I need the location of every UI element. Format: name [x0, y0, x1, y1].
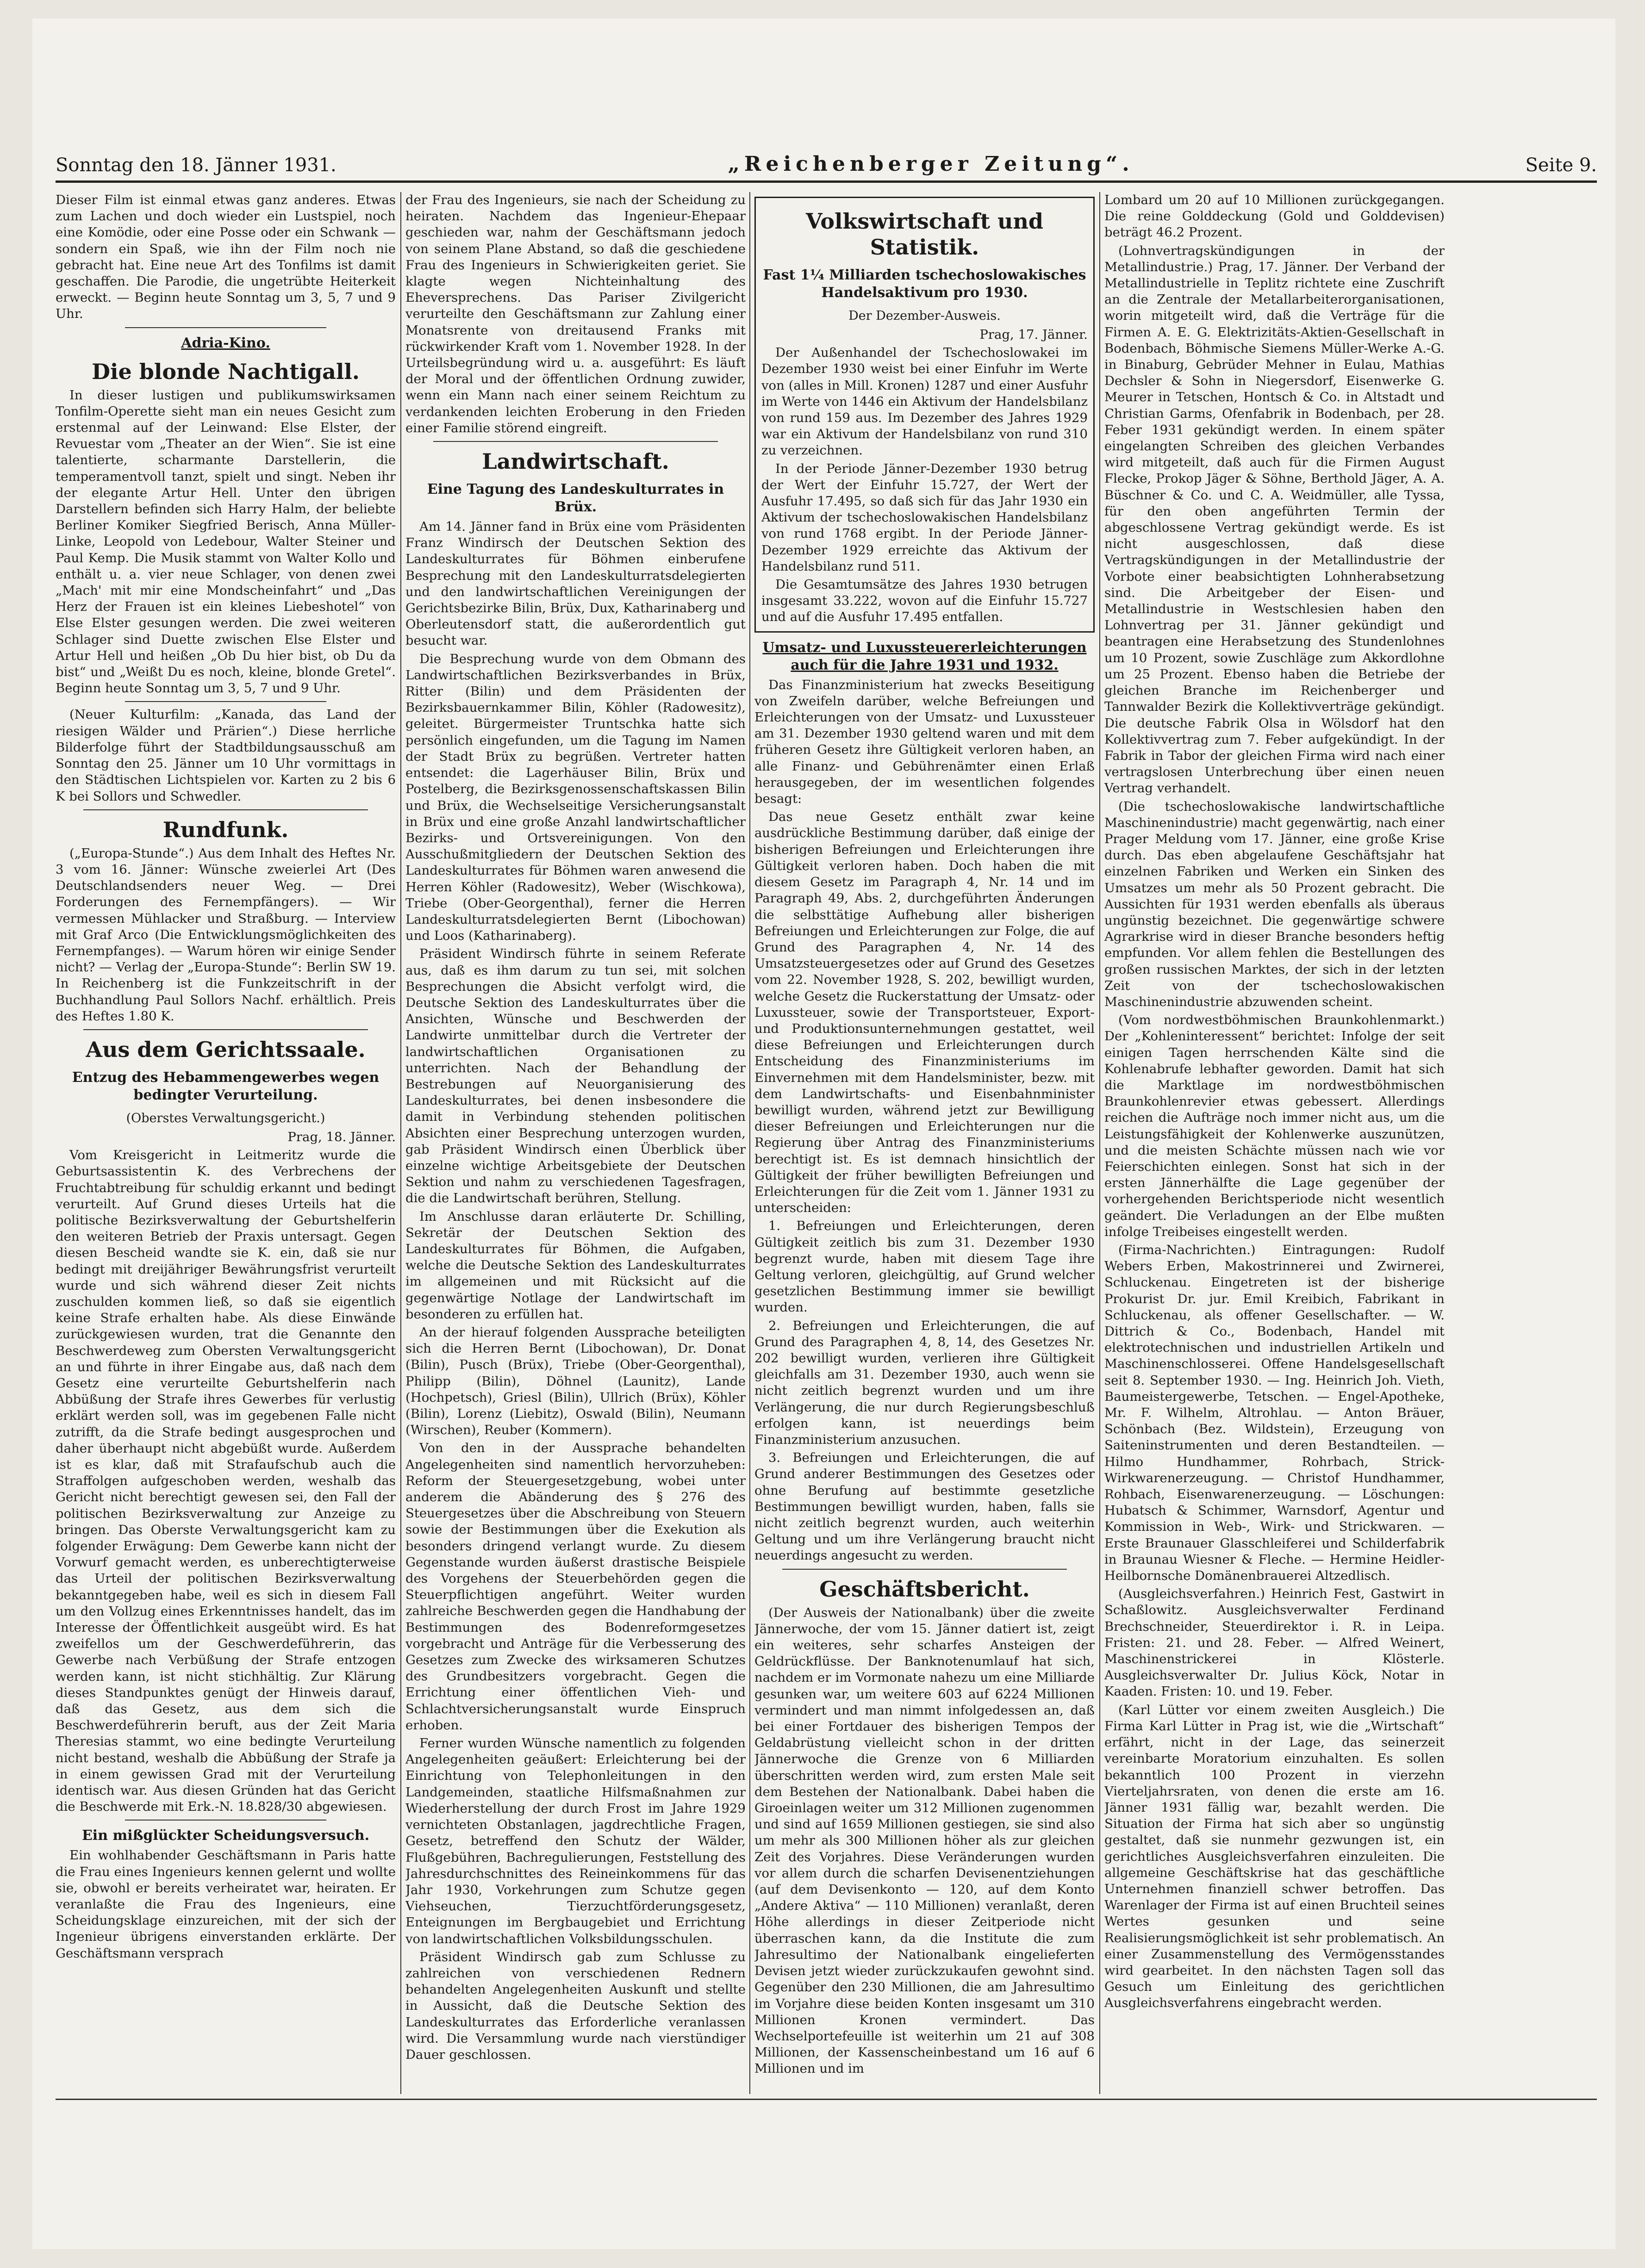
article-paragraph: (Karl Lütter vor einem zweiten Ausgleich.) Die Firma Karl Lütter in Prag ist, wie die „Wirtschaft“ erfährt, nicht in der Lage, das seinerzeit vereinbarte Moratorium einzuhalten. Es sollen bekanntlich 100 Prozent in vierzehn Vierteljahrsraten, von denen die erste am 16. Jänner 1931 fällig war, bezahlt werden. Die Situation der Firma hat sich aber so ungünstig gestaltet, daß sie nunmehr gezwungen ist, ein gerichtliches Ausgleichsverfahren einzuleiten. Die allgemeine Geschäftskrise hat das geschäftliche Unternehmen finanziell schwer betroffen. Das Warenlager der Firma ist auf einen Bruchteil seines Wertes gesunken und seine Realisierungsmöglichkeit ist sehr problematisch. An einer Zusammenstellung des Vermögensstandes wird gearbeitet. In den nächsten Tagen soll das Gesuch um Einleitung des gerichtlichen Ausgleichsverfahrens eingebracht werden. — [1104, 1702, 1445, 2011]
newspaper-page — [32, 19, 1615, 2249]
article-paragraph: Ein wohlhabender Geschäftsmann in Paris hatte die Frau eines Ingenieurs kennen gelernt und wollte sie, obwohl er bereits verheiratet war, heiraten. Er veranlaßte die Frau des Ingenieurs, eine Scheidungsklage einzureichen, mit der sich der Ingenieur übrigens einverstanden erklärte. Der Geschäftsmann versprach — [56, 1848, 396, 1961]
article-paragraph: Der Außenhandel der Tschechoslowakei im Dezember 1930 weist bei einer Einfuhr im Werte von (alles in Mill. Kronen) 1287 und einer Ausfuhr im Werte von 1446 ein Aktivum der Handelsbilanz von rund 159 aus. Im Dezember des Jahres 1929 war ein Aktivum der Handelsbilanz von rund 310 zu verzeichnen. — [761, 345, 1088, 458]
section-title-landwirtschaft: Landwirtschaft. — [482, 449, 669, 474]
article-paragraph: („Europa-Stunde“.) Aus dem Inhalt des Heftes Nr. 3 vom 16. Jänner: Wünsche zweierlei Art (Des Deutschlandsenders neuer Weg. — Drei Forderungen des Fernempfängers). — Wir vermessen Mühlacker und Straßburg. — Interview mit Graf Arco (Die Entwicklungsmöglichkeiten des Fernempfanges). — Warum hören wir einige Sender nicht? — Verlag der „Europa-Stunde“: Berlin SW 19. In Reichenberg ist die Funkzeitschrift in der Buchhandlung Paul Sollors Nachf. erhältlich. Preis des Heftes 1.80 K. — [56, 845, 396, 1024]
article-paragraph: (Ausgleichsverfahren.) Heinrich Fest, Gastwirt in Schaßlowitz. Ausgleichsverwalter Ferdinand Brechschneider, Steuerdirektor i. R. in Leipa. Fristen: 21. und 28. Feber. — Alfred Weinert, Maschinenstrickerei in Klösterle. Ausgleichsverwalter Dr. Julius Köck, Notar in Kaaden. Fristen: 10. und 19. Feber. — [1104, 1586, 1445, 1699]
section-title-volkswirtschaft: Volkswirtschaft und Statistik. — [805, 209, 1044, 260]
column-2 — [405, 192, 746, 2094]
article-paragraph: (Vom nordwestböhmischen Braunkohlenmarkt.) Der „Kohleninteressent“ berichtet: Infolge der seit einigen Tagen herrschenden Kälte sind die Kohlenabrufe lebhafter geworden. Damit hat sich die Marktlage im nordwestböhmischen Braunkohlenrevier etwas gebessert. Allerdings reichen die Aufträge noch immer nicht aus, um die Leistungsfähigkeit der Kohlenwerke auszunützen, und die meisten Schächte müssen nach wie vor Feierschichten einlegen. Sonst hat sich in der ersten Jännerhälfte die Lage gegenüber der vorhergehenden Berichtsperiode nicht wesentlich geändert. Die Verladungen an der Elbe mußten infolge Treibeises eingestellt werden. — [1104, 1013, 1445, 1239]
article-paragraph: Präsident Windirsch gab zum Schlusse zu zahlreichen von verschiedenen Rednern behandelten Angelegenheiten Auskunft und stellte in Aussicht, daß die Deutsche Sektion des Landeskulturrates das Erforderliche veranlassen wird. Die Versammlung wurde nach vierstündiger Dauer geschlossen. — [405, 1949, 746, 2062]
separator — [782, 1569, 1067, 1570]
article-paragraph: Das neue Gesetz enthält zwar keine ausdrückliche Bestimmung darüber, daß einige der bisherigen Befreiungen und Erleichterungen ihre Gültigkeit verloren haben. Doch haben die mit diesem Gesetz im Paragraph 4, Nr. 14 und im Paragraph 49, Abs. 2, durchgeführten Änderungen die selbsttätige Aufhebung aller bisherigen Befreiungen und Erleichterungen zur Folge, die auf Grund des Paragraphen 4, Nr. 14 des Umsatzsteuergesetzes oder auf Grund des Gesetzes vom 22. November 1928, S. 202, bewilligt wurden, welche Gesetz die Ruckerstattung der Umsatz- oder Luxussteuer, sowie der Transportsteuer, Export- und Produktionsunternehmungen gestattet, weil diese Befreiungen und Erleichterungen durch Entscheidung des Finanzministeriums im Einvernehmen mit dem Handelsminister, bezw. mit dem Landwirtschafts- und Eisenbahnminister bewilligt wurden, während jetzt zur Bewilligung dieser Befreiungen und Erleichterungen nur die Regierung über Antrag des Finanzministeriums berechtigt ist. Es ist demnach hinsichtlich der Gültigkeit der früher bewilligten Befreiungen und Erleichterungen für die Zeit vom 1. Jänner 1931 zu unterscheiden: — [754, 809, 1095, 1216]
separator — [83, 1029, 368, 1030]
article-paragraph: (Der Ausweis der Nationalbank) über die zweite Jännerwoche, der vom 15. Jänner datiert ist, zeigt ein weiteres, sehr scharfes Ansteigen der Geldrückflüsse. Der Banknotenumlauf hat sich, nachdem er im Vormonate nahezu um eine Milliarde gesunken war, um weitere 603 auf 6224 Millionen vermindert und man nimmt infolgedessen an, daß bei einer Fortdauer des bisherigen Tempos der Geldabrüstung vielleicht schon in der dritten Jännerwoche die Grenze von 6 Milliarden überschritten werden wird, zum ersten Male seit dem Bestehen der Nationalbank. Dabei haben die Giroeinlagen weiter um 312 Millionen zugenommen und sind auf 1659 Millionen gestiegen, sie sind also um mehr als 300 Millionen höher als zur gleichen Zeit des Vorjahres. Diese Veränderungen wurden vor allem durch die scharfen Devisenentziehungen (auf dem Devisenkonto — 120, auf dem Konto „Andere Aktiva“ — 110 Millionen) veranlaßt, deren Höhe allerdings in dieser Zeitperiode nicht überraschen kann, da die Institute die zum Jahresultimo der Nationalbank eingelieferten Devisen jetzt wieder zurückzukaufen gewohnt sind. Gegenüber den 230 Millionen, die am Jahresultimo im Vorjahre diese beiden Konten insgesamt um 310 Millionen Kronen vermindert. Das Wechselportefeuille ist weiterhin um 21 auf 308 Millionen, der Kassenscheinbestand um 16 auf 6 Millionen und im — [754, 1605, 1095, 2076]
article-paragraph: In dieser lustigen und publikumswirksamen Tonfilm-Operette sieht man ein neues Gesicht zum erstenmal auf der Leinwand: Else Elster, der Revuestar vom „Theater an der Wien“. Sie ist eine talentierte, scharmante Darstellerin, die temperamentvoll tanzt, spielt und singt. Neben ihr der elegante Artur Hell. Unter den übrigen Darstellern befinden sich Harry Halm, der beliebte Berliner Komiker Siegfried Berisch, Anna Müller-Linke, Leopold von Ledebour, Walter Steiner und Paul Kemp. Die Musik stammt von Walter Kollo und enthält u. a. vier neue Schlager, von denen zwei „Mach' mit mir eine Mondscheinfahrt“ und „Das Herz der Frauen ist ein kleines Liebeshotel“ von Else Elster gesungen werden. Die zwei weiteren Schlager sind Duette zwischen Else Elster und Artur Hell und heißen „Ob Du hier bist, ob Du da bist“ und „Weißt Du es noch, kleine, blonde Gretel“. Beginn heute Sonntag um 3, 5, 7 und 9 Uhr. — [56, 387, 396, 696]
column-3 — [754, 192, 1095, 2094]
article-paragraph: Die Gesamtumsätze des Jahres 1930 betrugen insgesamt 33.222, wovon auf die Einfuhr 15.727 und auf die Ausfuhr 17.495 entfallen. — [761, 577, 1088, 625]
column-divider — [400, 192, 401, 2094]
article-title-scheidung: Ein mißglückter Scheidungsversuch. — [81, 1827, 370, 1844]
article-paragraph: An der hierauf folgenden Aussprache beteiligten sich die Herren Bernt (Libochowan), Dr. Donat (Bilin), Pusch (Brüx), Triebe (Ober-Georgenthal), Philipp (Bilin), Döhnel (Launitz), Lande (Hochpetsch), Griesl (Bilin), Ullrich (Brüx), Köhler (Bilin), Lorenz (Liebitz), Oswald (Bilin), Neumann (Wirschen), Reuber (Kommern). — [405, 1325, 746, 1438]
header-newspaper-title: „Reichenberger Zeitung“. — [728, 152, 1134, 176]
column-4 — [1104, 192, 1445, 2094]
header-page-number: Seite 9. — [1525, 155, 1597, 176]
separator — [83, 809, 368, 810]
bottom-rule — [56, 2099, 1597, 2100]
separator — [125, 327, 326, 328]
separator — [125, 701, 326, 702]
article-title-umsatzsteuer: Umsatz- und Luxussteuererleichterungen auch für die Jahre 1931 und 1932. — [762, 639, 1087, 673]
article-paragraph: Das Finanzministerium hat zwecks Beseitigung von Zweifeln darüber, welche Befreiungen und Erleichterungen von der Umsatz- und Luxussteuer am 31. Dezember 1930 geltend waren und mit dem früheren Gesetz ihre Gültigkeit verloren haben, an alle Finanz- und Gebührenämter einen Erlaß herausgegeben, der im wesentlichen folgendes besagt: — [754, 677, 1095, 807]
section-title-gericht: Aus dem Gerichtssaale. — [86, 1037, 366, 1062]
separator — [125, 1820, 326, 1821]
article-paragraph: (Firma-Nachrichten.) Eintragungen: Rudolf Webers Erben, Makostrinnerei und Zwirnerei, Schluckenau. Eingetreten ist der bisherige Prokurist Dr. jur. Emil Kreibich, Fabrikant in Schluckenau, als offener Gesellschafter. — W. Dittrich & Co., Bodenbach, Handel mit elektrotechnischen und industriellen Artikeln und Maschinenschlosserei. Offene Handelsgesellschaft seit 8. September 1930. — Ing. Heinrich Joh. Vieth, Baumeistergewerbe, Tetschen. — Engel-Apotheke, Mr. F. Wilhelm, Altrohlau. — Anton Bräuer, Schönbach (Bez. Wildstein), Erzeugung von Saiteninstrumenten und deren Bestandteilen. — Hilmo Hundhammer, Rohrbach, Strick- Wirkwarenerzeugung. — Christof Hundhammer, Rohbach, Eisenwarenerzeugung. — Löschungen: Hubatsch & Schimmer, Warnsdorf, Agentur und Kommission in Web-, Wirk- und Strickwaren. — Erste Braunauer Glasschleiferei und Schilderfabrik in Braunau Wiesner & Fleche. — Hermine Heidler-Heilbornsche Domänenbrauerei Altzedlisch. — [1104, 1243, 1445, 1584]
article-paragraph: Lombard um 20 auf 10 Millionen zurückgegangen. Die reine Golddeckung (Gold und Golddevisen) beträgt 46.2 Prozent. — [1104, 193, 1445, 240]
page-header — [56, 143, 1597, 176]
dateline: Prag, 18. Jänner. — [287, 1129, 396, 1144]
article-paragraph: 1. Befreiungen und Erleichterungen, deren Gültigkeit zeitlich bis zum 31. Dezember 1930 begrenzt wurde, haben mit diesem Tage ihre Geltung verloren, gleichgültig, auf Grund welcher gesetzlichen Bestimmung immer sie bewilligt wurden. — [754, 1218, 1095, 1315]
section-label-adria: Adria-Kino. — [181, 335, 270, 351]
article-paragraph: 2. Befreiungen und Erleichterungen, die auf Grund des Paragraphen 4, 8, 14, des Gesetzes Nr. 202 bewilligt wurden, verlieren ihre Gültigkeit gleichfalls am 31. Dezember 1930, auch wenn sie nicht zeitlich begrenzt wurden und um ihre Verlängerung, die nur durch Regierungsbeschluß erfolgen kann, ist neuerdings beim Finanzministerium anzusuchen. — [754, 1318, 1095, 1447]
column-divider — [749, 192, 750, 2094]
separator — [433, 441, 718, 442]
article-paragraph: In der Periode Jänner-Dezember 1930 betrug der Wert der Einfuhr 15.727, der Wert der Ausfuhr 17.495, so daß sich für das Jahr 1930 ein Aktivum der tschechoslowakischen Handelsbilanz von rund 1768 ergibt. In der Periode Jänner-Dezember 1929 erreichte das Aktivum der Handelsbilanz rund 511. — [761, 461, 1088, 574]
column-divider — [1099, 192, 1100, 2094]
article-title-adria: Die blonde Nachtigall. — [92, 359, 360, 384]
dateline: Prag, 17. Jänner. — [979, 327, 1088, 342]
article-paragraph: Am 14. Jänner fand in Brüx eine vom Präsidenten Franz Windirsch der Deutschen Sektion des Landeskulturrates für Böhmen einberufene Besprechung mit den Landeskulturratsdelegierten und den landwirtschaftlichen Vereinigungen der Gerichtsbezirke Bilin, Brüx, Dux, Katharinaberg und Oberleutensdorf statt, die außerordentlich gut besucht war. — [405, 519, 746, 648]
article-paragraph: (Neuer Kulturfilm: „Kanada, das Land der riesigen Wälder und Prärien“.) Diese herrliche Bilderfolge führt der Stadtbildungsausschuß am Sonntag den 25. Jänner um 10 Uhr vormittags in den Städtischen Lichtspielen vor. Karten zu 2 bis 6 K bei Sollors und Schwedler. — [56, 707, 396, 804]
article-paragraph: Präsident Windirsch führte in seinem Referate aus, daß es ihm darum zu tun sei, mit solchen Besprechungen die Absicht verfolgt wird, die Deutsche Sektion des Landeskulturrates über die Ansichten, Wünsche und Beschwerden der Landwirte unmittelbar durch die Vertreter der landwirtschaftlichen Organisationen zu unterrichten. Nach der Behandlung der Bestrebungen auf Neuorganisierung des Landeskulturrates, bei denen insbesondere die damit in Verbindung stehenden politischen Absichten einer Besprechung unterzogen wurden, gab Präsident Windirsch einen Überblick über einzelne wichtige Arbeitsgebiete der Deutschen Sektion und nahm zu verschiedenen Tagesfragen, die die Landwirtschaft berühren, Stellung. — [405, 946, 746, 1206]
film-review-text: Dieser Film ist einmal etwas ganz anderes. Etwas zum Lachen und doch wieder ein Lustspiel, noch eine Komödie, oder eine Posse oder ein Schwank — sondern ein Spaß, wie ihn der Film noch nie gebracht hat. Eine neue Art des Tonfilms ist damit geschaffen. Die Parodie, die ungetrübte Heiterkeit erweckt. — Beginn heute Sonntag um 3, 5, 7 und 9 Uhr. — [56, 193, 396, 322]
section-title-rundfunk: Rundfunk. — [162, 817, 289, 842]
article-source: Der Dezember-Ausweis. — [848, 309, 1001, 323]
section-box-volkswirtschaft — [754, 197, 1095, 633]
article-paragraph: Vom Kreisgericht in Leitmeritz wurde die Geburtsassistentin K. des Verbrechens der Fruchtabtreibung für schuldig erkannt und bedingt verurteilt. Auf Grund dieses Urteils hat die politische Bezirksverwaltung der Geburtshelferin den weiteren Betrieb der Praxis untersagt. Gegen diesen Bescheid wandte sie K. ein, daß sie nur bedingt mit dreijähriger Bewährungsfrist verurteilt wurde und sich während dieser Zeit nichts zuschulden kommen ließ, so daß sie eigentlich keine Strafe erhalten habe. Als diese Einwände zurückgewiesen wurden, trat die Genannte den Beschwerdeweg zum Obersten Verwaltungsgericht an und führte in ihrer Eingabe aus, daß nach dem Gesetz eine verurteilte Geburtshelferin nach Abbüßung der Strafe ihres Gewerbes für verlustig erklärt werden soll, was im gegebenen Falle nicht zutrifft, da die Strafe bedingt ausgesprochen und daher überhaupt nicht abgebüßt wurde. Außerdem ist es klar, daß mit Strafaufschub auch die Straffolgen aufgeschoben werden, weshalb das Gericht nicht berechtigt gewesen sei, den Fall der politischen Bezirksverwaltung zur Anzeige zu bringen. Das Oberste Verwaltungsgericht kam zu folgender Erwägung: Dem Gewerbe kann nicht der Vorwurf gemacht werden, es unberechtigterweise das Urteil der politischen Bezirksverwaltung bekanntgegeben habe, weil es sich in diesem Fall um den Vollzug eines Erkenntnisses handelt, das im Interesse der Öffentlichkeit ausgeübt wird. Es hat zweifellos um der Geschwerdeführerin, das Gewerbe nach Verbüßung der Strafe entzogen werden kann, ist nicht stichhältig. Zur Klärung dieses Standpunktes genügt der Hinweis darauf, daß das Gesetz, aus dem sich die Beschwerdeführerin beruft, aus der Zeit Maria Theresias stammt, wo eine bedingte Verurteilung nicht bestand, weshalb die Abbüßung der Strafe ja in einem gewissen Grad mit der Verurteilung identisch war. Aus diesen Gründen hat das Gericht die Beschwerde mit Erk.-N. 18.828/30 abgewiesen. — [56, 1148, 396, 1814]
header-date: Sonntag den 18. Jänner 1931. — [56, 155, 336, 176]
article-paragraph: Ferner wurden Wünsche namentlich zu folgenden Angelegenheiten geäußert: Erleichterung bei der Einrichtung von Telephonleitungen in den Landgemeinden, staatliche Hilfsmaßnahmen zur Wiederherstellung der durch Frost im Jahre 1929 vernichteten Obstanlagen, jagdrechtliche Fragen, Gesetz, betreffend den Schutz der Wälder, Flußgebühren, Bachregulierungen, Feststellung des Jahresdurchschnittes des Reineinkommens für das Jahr 1930, Vorkehrungen zum Schutze gegen Viehseuchen, Tierzuchtförderungsgesetz, Enteignungen im Bergbaugebiet und Errichtung von landwirtschaftlichen Volksbildungsschulen. — [405, 1736, 746, 1946]
article-paragraph: Im Anschlusse daran erläuterte Dr. Schilling, Sekretär der Deutschen Sektion des Landeskulturrates für Böhmen, die Aufgaben, welche die Deutsche Sektion des Landeskulturrates im allgemeinen und mit Rücksicht auf die gegenwärtige Notlage der Landwirtschaft im besonderen zu erfüllen hat. — [405, 1209, 746, 1322]
article-subtitle: Eine Tagung des Landeskulturrates in Brüx. — [427, 481, 724, 516]
article-paragraph: der Frau des Ingenieurs, sie nach der Scheidung zu heiraten. Nachdem das Ingenieur-Ehepaar geschieden war, nahm der Geschäftsmann jedoch von seinem Plane Abstand, so daß die geschiedene Frau des Ingenieurs in Schwierigkeiten geriet. Sie klagte wegen Nichteinhaltung des Eheversprechens. Das Pariser Zivilgericht verurteilte den Geschäftsmann zur Zahlung einer Monatsrente von dreitausend Franks mit rückwirkender Kraft vom 1. November 1928. In der Urteilsbegründung wird u. a. ausgeführt: Es läuft der Moral und der öffentlichen Ordnung zuwider, wenn ein Mann nach einer seinem Reichtum zu verdankenden leichten Eroberung in den Frieden einer Familie störend eingreift. — [405, 193, 746, 435]
column-1 — [56, 192, 396, 2094]
article-subtitle: Entzug des Hebammengewerbes wegen bedingter Verurteilung. — [72, 1069, 380, 1103]
section-title-geschaeftsbericht: Geschäftsbericht. — [819, 1576, 1030, 1602]
article-paragraph: Von den in der Aussprache behandelten Angelegenheiten sind namentlich hervorzuheben: Reform der Steuergesetzgebung, wobei unter anderem die Abänderung des § 276 des Steuergesetzes über die Abschreibung von Steuern sowie der Bestimmungen über die Exekution als besonders dringend verlangt wurde. Zu diesem Gegenstande wurden äußerst drastische Beispiele des Vorgehens der Steuerbehörden gegen die Steuerpflichtigen angeführt. Weiter wurden zahlreiche Beschwerden gegen die Handhabung der Bestimmungen des Bodenreformgesetzes vorgebracht und Anträge für die Verbesserung des Gesetzes zum Zwecke des wirksameren Schutzes des Grundbesitzers vorgebracht. Gegen die Errichtung einer öffentlichen Vieh- und Schlachtversicherungsanstalt wurde Einspruch erhoben. — [405, 1441, 746, 1733]
article-paragraph: Die Besprechung wurde von dem Obmann des Landwirtschaftlichen Bezirksverbandes in Brüx, Ritter (Bilin) und dem Präsidenten der Bezirksbauernkammer Bilin, Köhler (Radowesitz), geleitet. Bürgermeister Truntschka hatte sich persönlich eingefunden, um die Tagung im Namen der Stadt Brüx zu begrüßen. Vertreter hatten entsendet: die Lagerhäuser Bilin, Brüx und Postelberg, die Bezirksgenossenschaftskassen Bilin und Brüx, die Wechselseitige Versicherungsanstalt in Brüx und eine große Anzahl landwirtschaftlicher Bezirks- und Ortsvereinigungen. Von den Ausschußmitgliedern der Deutschen Sektion des Landeskulturrates für Böhmen waren anwesend die Herren Köhler (Radowesitz), Weber (Wischkowa), Triebe (Ober-Georgenthal), ferner die Herren Landeskulturratsdelegierten Bernt (Libochowan) und Loos (Katharinaberg). — [405, 651, 746, 944]
header-rule — [56, 180, 1597, 183]
article-source: (Oberstes Verwaltungsgericht.) — [126, 1111, 325, 1125]
article-subtitle: Fast 1¼ Milliarden tschechoslowakisches Handelsaktivum pro 1930. — [763, 267, 1086, 301]
article-paragraph: (Lohnvertragskündigungen in der Metallindustrie.) Prag, 17. Jänner. Der Verband der Metallindustrielle in Teplitz richtete eine Zuschrift an die Zentrale der Metallarbeiterorganisationen, worin mitgeteilt wird, daß die Verträge für die Firmen A. E. G. Elektrizitäts-Aktien-Gesellschaft in Bodenbach, Böhmische Siemens Müller-Werke A.-G. in Binaburg, Gebrüder Mehner in Eulau, Mathias Dechsler & Sohn in Niegersdorf, Eisenwerke G. Meurer in Tetschen, Hontsch & Co. in Altstadt und Christian Garms, Ofenfabrik in Bodenbach, per 28. Feber 1931 gekündigt werden. In einem später eingelangten Schreiben des gleichen Verbandes wird mitgeteilt, daß auch für die Firmen August Flecke, Prokop Jäger & Söhne, Berthold Jäger, A. A. Büschner & Co. und C. A. Weidmüller, alle Tyssa, für den oben angeführten Termin der abgeschlossene Vertrag gekündigt werde. Es ist nicht ausgeschlossen, daß diese Vertragskündigungen in der Metallindustrie der Vorbote einer beabsichtigten Lohnherabsetzung sind. Die Arbeitgeber der Eisen- und Metallindustrie in Westschlesien haben den Lohnvertrag per 31. Jänner gekündigt und beantragen eine Herabsetzung des Stundenlohnes um 10 Prozent, sowie Zuschläge zum Akkordlohne um 25 Prozent. Ebenso haben die Betriebe der gleichen Branche im Reichenberger und Tannwalder Bezirk die Kollektivverträge gekündigt. Die deutsche Fabrik Olsa in Wölsdorf hat den Kollektivvertrag zum 7. Feber aufgekündigt. In der Fabrik in Tabor der gleichen Firma wird nach einer vertragslosen Unterbrechung über einen neuen Vertrag verhandelt. — [1104, 243, 1445, 796]
article-paragraph: 3. Befreiungen und Erleichterungen, die auf Grund anderer Bestimmungen des Gesetzes oder ohne Berufung auf bestimmte gesetzliche Bestimmungen bewilligt wurden, haben, falls sie nicht zeitlich begrenzt wurden, auch weiterhin Geltung und um ihre Verlängerung braucht nicht neuerdings angesucht zu werden. — [754, 1450, 1095, 1563]
article-paragraph: (Die tschechoslowakische landwirtschaftliche Maschinenindustrie) macht gegenwärtig, nach einer Prager Meldung vom 17. Jänner, eine große Krise durch. Das eben abgelaufene Geschäftsjahr hat einzelnen Fabriken und Werken ein Sinken des Umsatzes um mehr als 50 Prozent gebracht. Die Aussichten für 1931 werden ebenfalls als überaus ungünstig bezeichnet. Die gegenwärtige schwere Agrarkrise wird in dieser Branche besonders heftig empfunden. Vor allem fehlen die Bestellungen des großen russischen Marktes, der sich in der letzten Zeit von der tschechoslowakischen Maschinenindustrie abzuwenden scheint. — [1104, 799, 1445, 1009]
